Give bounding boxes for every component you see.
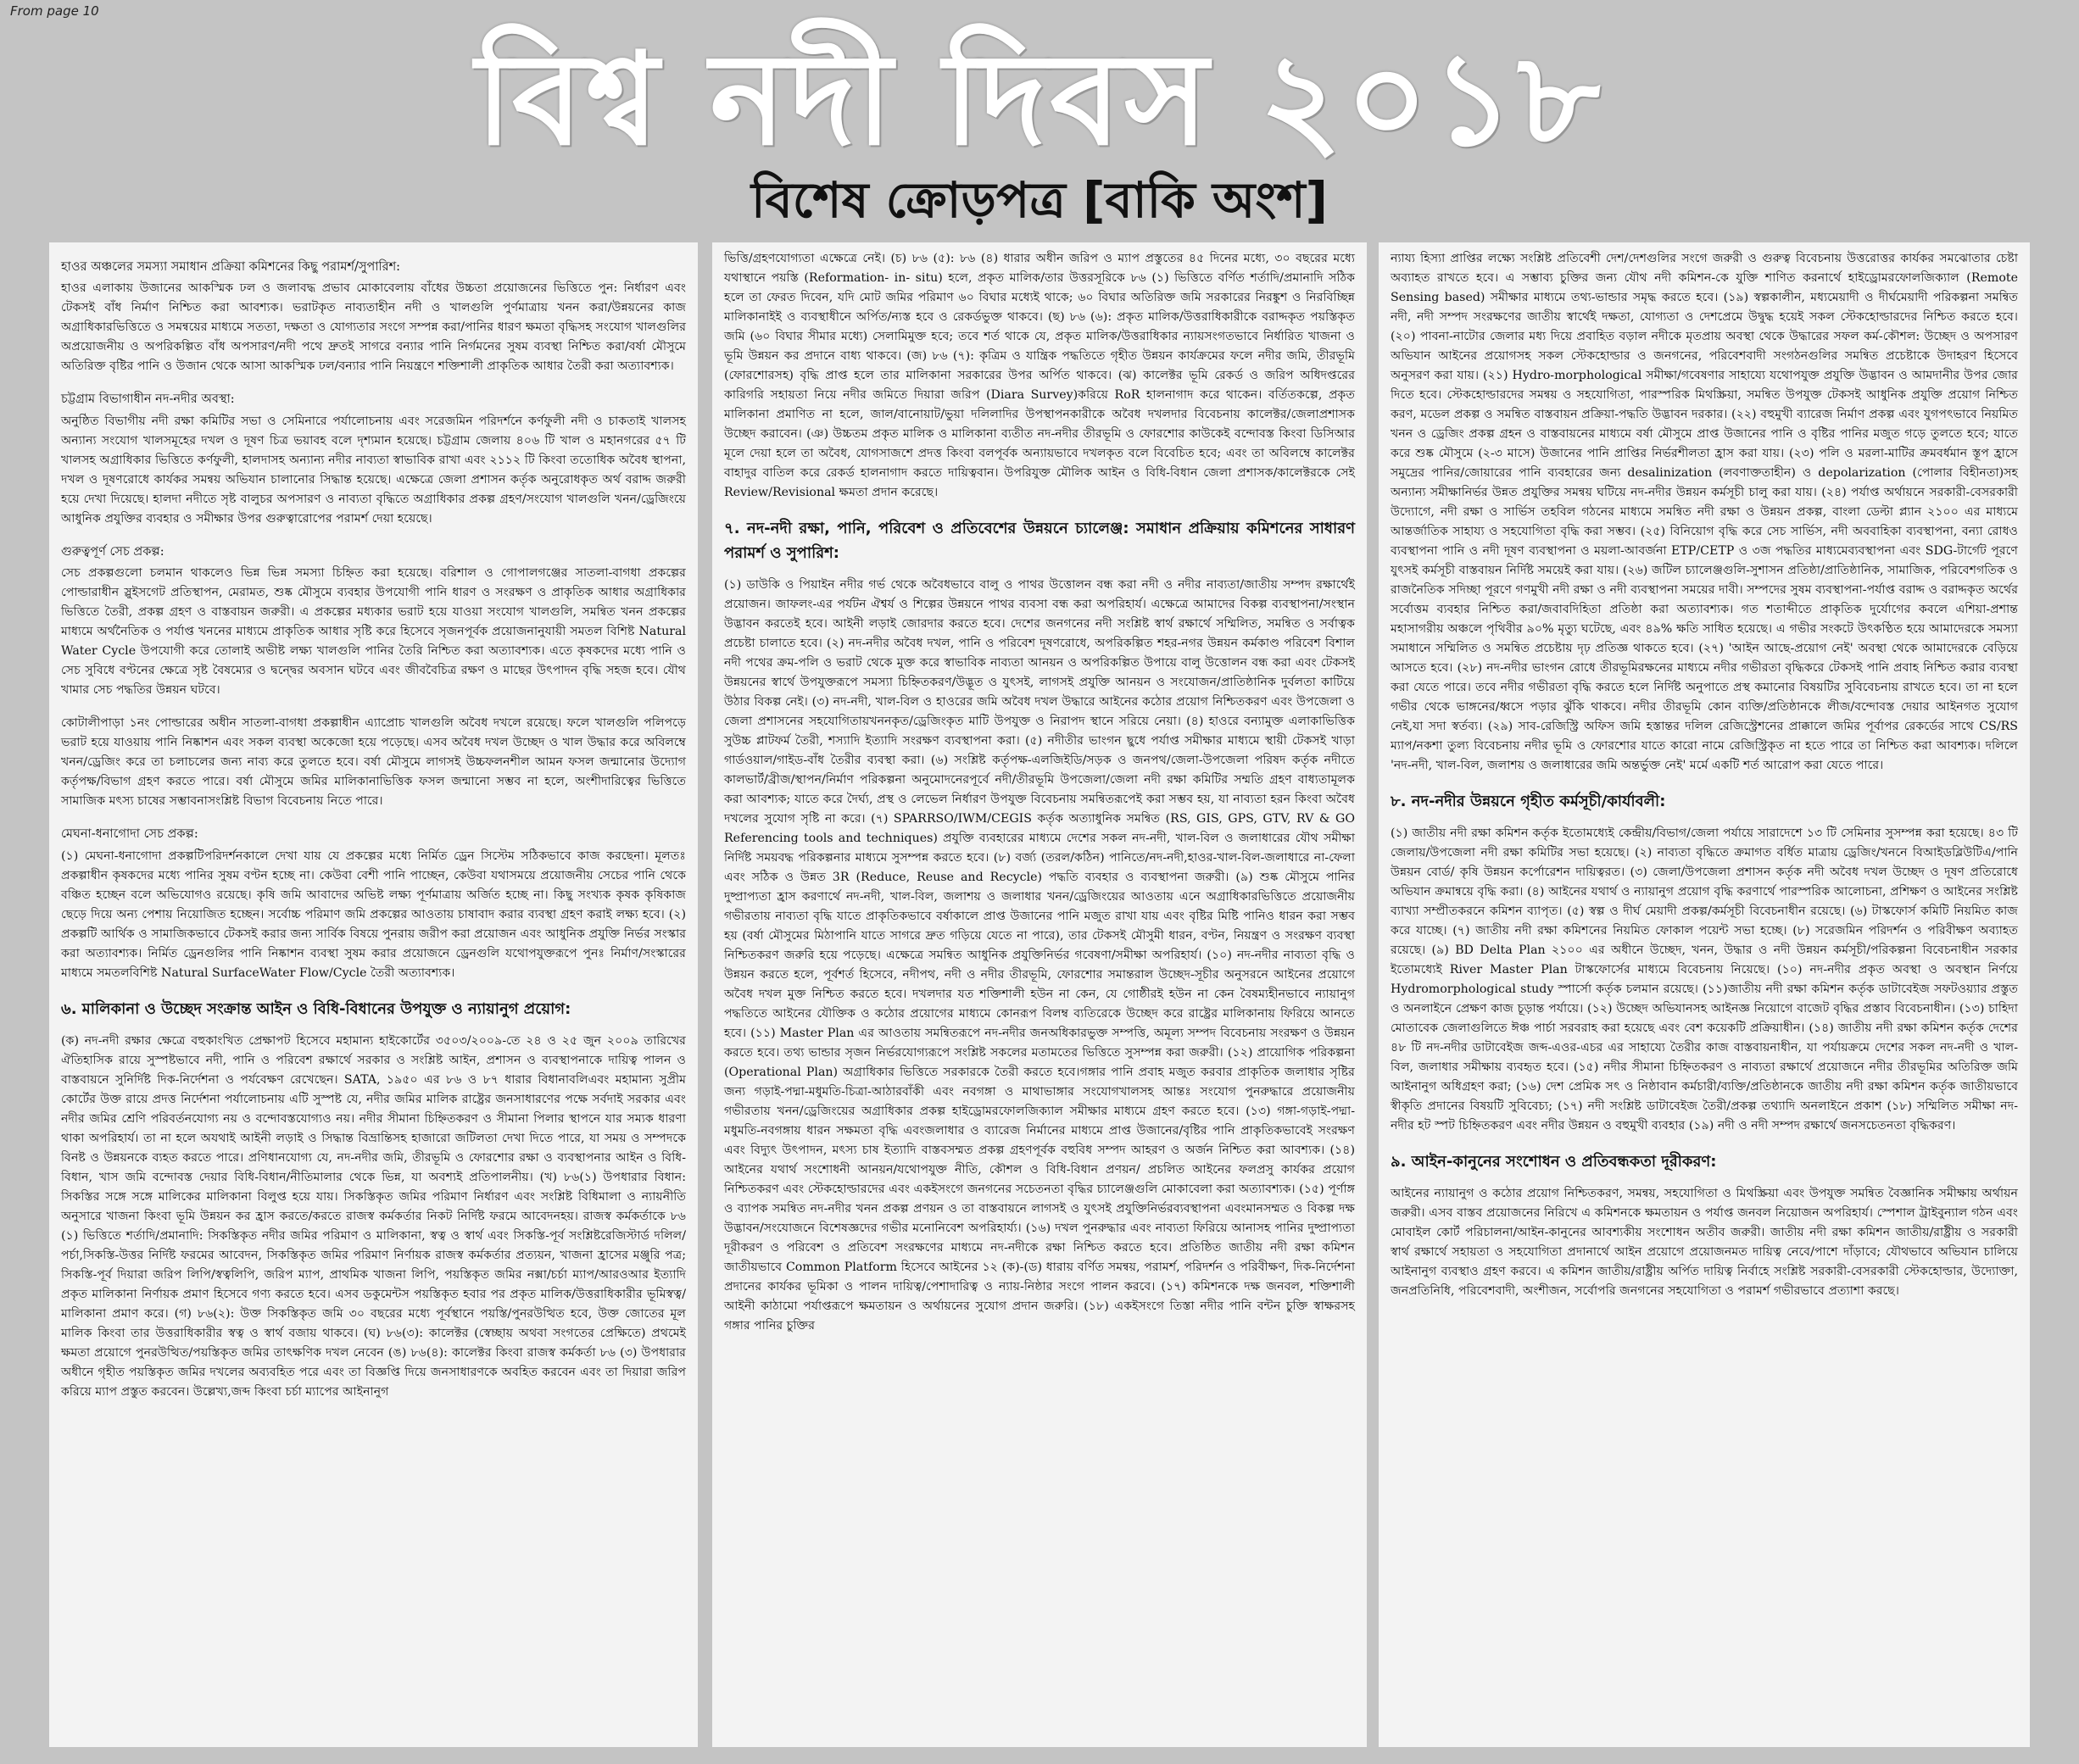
section-heading: মেঘনা-ধনাগোদা সেচ প্রকল্প: — [61, 827, 198, 842]
paragraph: কোটালীপাড়া ১নং পোল্ডারের অধীন সাতলা-বাগধা প্রকল্পাধীন এ্যাপ্রোচ খালগুলি অবৈধ দখলে রয়েছে। ফলে খালগুলি পলিপড়ে ভরাট হয়ে যাওয়ায় পানি নিষ্কাশন এবং সকল ব্যবস্থা অকেজো হয়ে পড়েছে। এসব অবৈধ দখল উচ্ছেদ ও খাল উদ্ধার করে অবিলম্বে খনন/ড্রেজিং করে তা চলাচলের জন্য নাব্য করে তুলতে হবে। বর্ষা মৌসুমে লাগসই উচ্চফলনশীল আমন ফসল জন্মানোর উদ্যোগ কর্তৃপক্ষ/বিভাগ গ্রহণ করতে পারে। বর্ষা মৌসুমে জমির মালিকানাভিত্তিক ফসল জন্মানো সম্ভব না হলে, অংশীদারিত্বের ভিত্তিতে সামাজিক মৎস্য চাষের সম্ভাবনাসংশ্লিষ্ট বিভাগ বিবেচনায় নিতে পারে। — [61, 716, 686, 809]
continuation-note: From page 10 — [10, 3, 99, 19]
section-heading-major: ৮. নদ-নদীর উন্নয়নে গৃহীত কর্মসূচী/কার্যাবলী: — [1391, 793, 1666, 810]
masthead — [0, 26, 2079, 174]
section-heading-major: ৯. আইন-কানুনের সংশোধন ও প্রতিবন্ধকতা দূরীকরণ: — [1391, 1153, 1717, 1171]
paragraph: আইনের ন্যায়ানুগ ও কঠোর প্রয়োগ নিশ্চিতকরণ, সমন্বয়, সহযোগিতা ও মিথস্ক্রিয়া এবং উপযুক্ত সমন্বিত বৈজ্ঞানিক সমীক্ষায় অর্থায়ন জরুরী। এসব বাস্তব প্রয়োজনের নিরিখে এ কমিশনকে ক্ষমতায়ন ও পর্যাপ্ত জনবল নিয়োজন অপরিহার্য। স্পেশাল ট্রাইবুন্যাল গঠন এবং মোবাইল কোর্ট পরিচালনা/আইন-কানুনের আবশ্যকীয় সংশোধন অতীব জরুরী। জাতীয় নদী রক্ষা কমিশন জাতীয়/রাষ্ট্রীয় ও সরকারী স্বার্থ রক্ষার্থে সহায়তা ও সহযোগিতা প্রদানার্থে আইন প্রয়োগে প্রয়োজনমত দায়িত্ব নেবে/পাশে দাঁড়াবে; যৌথভাবে অভিযান চালিয়ে আইনানুগ ব্যবস্থাও গ্রহণ করবে। এ কমিশন জাতীয়/রাষ্ট্রীয় অর্পিত দায়িত্ব নির্বাহে সংশ্লিষ্ট সরকারী-বেসরকারী স্টেকহোল্ডার, উদ্যোক্তা, জনপ্রতিনিধি, পরিবেশবাদী, অংশীজন, সর্বোপরি জনগনের সহযোগিতা ও পরামর্শ গভীরভাবে প্রত্যাশা করছে। — [1391, 1187, 2018, 1299]
page-title: বিশ্ব নদী দিবস ২০১৮ — [476, 26, 1603, 174]
paragraph: (ক) নদ-নদী রক্ষার ক্ষেত্রে বহুকাংখিত প্রেক্ষাপট হিসেবে মহামান্য হাইকোর্টের ৩৫০৩/২০০৯-তে ২৪ ও ২৫ জুন ২০০৯ তারিখের ঐতিহাসিক রায়ে সুস্পষ্টভাবে নদী, পানি ও পরিবেশ রক্ষার্থে সরকার ও সংশ্লিষ্ট আইন, প্রশাসন ও ব্যবস্থাপনাকে দায়িত্ব পালন ও বাস্তবায়নে সুনির্দিষ্ট দিক-নির্দেশনা ও পর্যবেক্ষণ রেখেছেন। SATA, ১৯৫০ এর ৮৬ ও ৮৭ ধারার বিধানাবলিএবং মহামান্য সুপ্রীম কোর্টের উক্ত রায়ে প্রদত্ত নির্দেশনা পর্যালোচনায় এটি সুস্পষ্ট যে, নদীর জমির মালিক রাষ্ট্রের জনসাধারণের পক্ষে সর্বদাই সরকার এবং নদীর জমির শ্রেণি পরিবর্তনযোগ্য নয় ও বন্দোবস্তযোগ্যও নয়। নদীর সীমানা চিহ্নিতকরণ ও সীমানা পিলার স্থাপনে যার সম্যক ধারণা থাকা অপরিহার্য। তা না হলে অযথাই আইনী লড়াই ও সিদ্ধান্ত বিভ্রান্তিসহ হাজারো জটিলতা দেখা দিতে পারে, যা সময় ও সম্পদকে বিনষ্ট ও উন্নয়নকে ব্যহত করতে পারে। প্রণিধানযোগ্য যে, নদ-নদীর জমি, তীরভূমি ও ফোরশোর রক্ষা ও ব্যবস্থাপনার আইন ও বিধি-বিধান, খাস জমি বন্দোবস্ত দেয়ার বিধি-বিধান/নীতিমালার থেকে ভিন্ন, যা অবশ্যই প্রতিপালনীয়। (খ) ৮৬(১) উপধারার বিধান: সিকস্তির সঙ্গে সঙ্গে মালিকের মালিকানা বিলুপ্ত হয়ে যায়। সিকস্তিকৃত জমির পরিমাণ নির্ধারণ এবং সংশ্লিষ্ট বিধিমালা ও ন্যায়নীতি অনুসারে খাজনা কিংবা ভূমি উন্নয়ন কর হ্রাস করতে/করতে রাজস্ব কর্মকর্তার নিকট নির্দিষ্ট ফরমে আবেদনহয়। রাজস্ব কর্মকর্তাকে ৮৬ (১) ভিত্তিতে শর্তাদি/প্রমানাদি: সিকস্তিকৃত নদীর জমির পরিমাণ ও মালিকানা, স্বত্ব ও স্বার্থ এবং সিকস্তি-পূর্ব সংশ্লিষ্টরেজিস্টার্ড দলিল/পর্চা,সিকস্তি-উত্তর নির্দিষ্ট ফরমের আবেদন, সিকস্তিকৃত জমির পরিমাণ নির্ণায়ক রাজস্ব কর্মকর্তার প্রত্যয়ন, খাজনা হ্রাসের মঞ্জুরি পত্র; সিকস্তি-পূর্ব দিয়ারা জরিপ লিপি/স্বত্বলিপি, জরিপ ম্যাপ, প্রাথমিক খাজনা লিপি, পয়স্তিকৃত জমির নক্সা/চর্চা ম্যাপ/আরওআর ইত্যাদি প্রকৃত মালিকানা নির্ণায়ক প্রমাণ হিসেবে গণ্য করতে হবে। এসব ডকুমেন্টস পয়স্তিকৃত হবার পর প্রকৃত মালিক/উত্তরাধিকারীর ভূমিস্বত্ব/মালিকানা প্রমাণ করে। (গ) ৮৬(২): উক্ত সিকস্তিকৃত জমি ৩০ বছরের মধ্যে পূর্বস্থানে পয়স্তি/পুনরউত্থিত হবে, উক্ত জোতের মূল মালিক কিংবা তার উত্তরাধিকারীর স্বত্ব ও স্বার্থ বজায় থাকবে। (ঘ) ৮৬(৩): কালেক্টর (স্বেচ্ছায় অথবা সংগতের প্রেক্ষিতে) প্রথমেই ক্ষমতা প্রয়োগে পুনরউত্থিত/পয়স্তিকৃত জমির তাৎক্ষণিক দখল নেবেন (ঙ) ৮৬(৪): কালেক্টর কিংবা রাজস্ব কর্মকর্তা ৮৬ (৩) উপধারার অধীনে গৃহীত পয়স্তিকৃত জমির দখলের অব্যবহিত পরে এবং তা বিজ্ঞপ্তি দিয়ে জনসাধারণকে অবহিত করবেন এবং তা দিয়ারা জরিপ করিয়ে ম্যাপ প্রস্তুত করবেন। উল্লেখ্য,জব্দ কিংবা চর্চা ম্যাপের আইনানুগ — [61, 1034, 686, 1400]
section-heading-major: ৭. নদ-নদী রক্ষা, পানি, পরিবেশ ও প্রতিবেশের উন্নয়নে চ্যালেঞ্জ: সমাধান প্রক্রিয়ায় কমিশনের সাধারণ পরামর্শ ও সুপারিশ: — [724, 520, 1355, 563]
article-column-3 — [1379, 242, 2030, 1747]
paragraph: (১) ডাউকি ও পিয়াইন নদীর গর্ভ থেকে অবৈধভাবে বালু ও পাথর উত্তোলন বন্ধ করা নদী ও নদীর নাব্যতা/জাতীয় সম্পদ রক্ষার্থেই প্রয়োজন। জাফলং-এর পর্যটন ঐশ্বর্য ও শিল্পের উন্নয়নে পাথর ব্যবসা বন্ধ করা অপরিহার্য। এক্ষেত্রে আমাদের বিকল্প ব্যবস্থাপনা/সংস্থান উদ্ভাবন করতেই হবে। আইনী লড়াই জোরদার করতে হবে। দেশের জনগনের নদী সংশ্লিষ্ট স্বার্থ রক্ষার্থে সম্মিলিত, সমন্বিত ও সর্বাত্বক প্রচেষ্টা চালাতে হবে। (২) নদ-নদীর অবৈধ দখল, পানি ও পরিবেশ দূষণরোধে, অপরিকল্পিত শহর-নগর উন্নয়ন কর্মকাণ্ড পরিবেশ বিশাল নদী পথের ক্রম-পলি ও ভরাট থেকে মুক্ত করে স্বাভাবিক নাব্যতা আনয়ন ও অপরিকল্পিত উপায়ে বালু উত্তোলন বন্ধ করা এবং টেকসই উন্নয়নের স্বার্থে উপযুক্তরূপে সমস্যা চিহ্নিতকরণ/উদ্ভূত ও যুৎসই, লাগসই প্রযুক্তি আনয়ন ও সংযোজন/প্রাতিষ্ঠানিক দুর্বলতা কাটিয়ে উঠার বিকল্প নেই। (৩) নদ-নদী, খাল-বিল ও হাওরের জমি অবৈধ দখল উদ্ধারে আইনের কঠোর প্রয়োগ নিশ্চিতকরণ এবং উপজেলা ও জেলা প্রশাসনের সহযোগিতায়খননকৃত/ড্রেজিংকৃত মাটি উপযুক্ত ও নিরাপদ স্থানে সরিয়ে নেয়া। (৪) হাওরে বন্যামুক্ত এলাকাভিত্তিক সুউচ্চ প্লাটফর্ম তৈরী, শস্যাদি ইত্যাদি সংরক্ষণ ব্যবস্থাপনা করা। (৫) নদীতীর ভাংগন ছুধে পর্যাপ্ত সমীক্ষার মাধ্যমে স্থায়ী টেকসই খাড়া গার্ডওয়াল/গাইড-বাঁধ তৈরীর ব্যবস্থা করা। (৬) সংশ্লিষ্ট কর্তৃপক্ষ-এলজিইডি/সড়ক ও জনপথ/জেলা-উপজেলা পরিষদ কর্তৃক নদীতে কালভার্ট/ব্রীজ/স্থাপন/নির্মাণ পরিকল্পনা অনুমোদনেরপূর্বে নদী/তীরভূমি উপজেলা/জেলা নদী রক্ষা কমিটির সম্মতি গ্রহণ বাধ্যতামূলক করা আবশ্যক; যাতে করে দৈর্ঘ্য, প্রস্থ ও লেভেল নির্ধারণ উপযুক্ত বিবেচনায় সমন্বিতরূপেই করা সম্ভব হয়, যা নাব্যতা হরন কিংবা অবৈধ দখলের সুযোগ সৃষ্টি না করে। (৭) SPARRSO/IWM/CEGIS কর্তৃক অত্যাধুনিক সমন্বিত (RS, GIS, GPS, GTV, RV & GO Referencing tools and techniques) প্রযুক্তি ব্যবহারের মাধ্যমে দেশের সকল নদ-নদী, খাল-বিল ও জলাধারের যৌথ সমীক্ষা নির্দিষ্ট সময়বদ্ধ পরিকল্পনার মাধ্যমে সুসম্পন্ন করতে হবে। (৮) বর্জ্য (তরল/কঠিন) পানিতে/নদ-নদী,হাওর-খাল-বিল-জলাধারে না-ফেলা এবং সঠিক ও উন্নত 3R (Reduce, Reuse and Recycle) পদ্ধতি ব্যবহার ও ব্যবস্থাপনা জরুরী। (৯) শুষ্ক মৌসুমে পানির দুষ্প্রাপ্যতা হ্রাস করণার্থে নদ-নদী, খাল-বিল, জলাশয় ও জলাধার খনন/ড্রেজিংয়ের আওতায় এনে অগ্রাধিকারভিত্তিতে প্রয়োজনীয় গভীরতায় নাব্যতা বৃদ্ধি যাতে প্রাকৃতিকভাবে বর্ষাকালে প্রাপ্ত উজানের পানি মজুত রাখা যায় এবং বৃষ্টির মিষ্টি পানিও ধারন করা সম্ভব হয় (বর্ষা মৌসুমের মিঠাপানি যাতে সাগরে দ্রুত গড়িয়ে যেতে না পারে), তার টেকসই মৌসুমী ধারন, বণ্টন, নিয়ন্ত্রণ ও সংরক্ষণ ব্যবস্থা নিশ্চিতকরণ জরুরি হয়ে পড়েছে। এক্ষেত্রে সমন্বিত আধুনিক প্রযুক্তিনির্ভর গবেষণা/সমীক্ষা অপরিহার্য। (১০) নদ-নদীর নাব্যতা বৃদ্ধি ও উন্নয়ন করতে হলে, পূর্বশর্ত হিসেবে, নদীপথ, নদী ও নদীর তীরভূমি, ফোরশোর সমান্তরাল উচ্ছেদ-সূচীর অনুসরনে আইনের প্রয়োগে অবৈধ দখল মুক্ত নিশ্চিত করতে হবে। দখলদার যত শক্তিশালী হউন না কেন, যে গোষ্ঠীরই হউন না কেন বৈষম্যহীনভাবে ন্যায়ানুগ পদ্ধতিতে আইনের যৌক্তিক ও কঠোর প্রয়োগের মাধ্যমে কোনরূপ বিলম্ব ব্যতিরেকে উচ্ছেদ করে রাষ্ট্রের মালিকানায় ফিরিয়ে আনতে হবে। (১১) Master Plan এর আওতায় সমন্বিতরূপে নদ-নদীর জনঅধিকারভুক্ত সম্পত্তি, অমূল্য সম্পদ বিবেচনায় সংরক্ষণ ও উন্নয়ন করতে হবে। তথ্য ভান্ডার সৃজন নির্ভরযোগ্যরূপে সংশ্লিষ্ট সকলের মতামতের ভিত্তিতে সুসম্পন্ন করা জরুরী। (১২) প্রায়োগিক পরিকল্পনা (Operational Plan) অগ্রাধিকার ভিত্তিতে সরকারকে তৈরী করতে হবে।গঙ্গার পানি প্রবাহ মজুত করবার প্রাকৃতিক জলাধার সৃষ্টির জন্য গড়াই-পদ্মা-মধুমতি-চিত্রা-আঠারবাঁকী এবং নবগঙ্গা ও মাথাভাঙ্গার সংযোগখালসহ আন্তঃ সংযোগ পুনরুদ্ধারে প্রয়োজনীয় গভীরতায় খনন/ড্রেজিংয়ের অগ্রাধিকার প্রকল্প হাইড্রোমরফোলজিক্যাল সমীক্ষার মাধ্যমে গ্রহণ করতে হবে। (১৩) গঙ্গা-গড়াই-পদ্মা-মধুমতি-নবগঙ্গায় ধারন সক্ষমতা বৃদ্ধি এবংজলাধার ও ব্যারেজ নির্মানের মাধ্যমে প্রাপ্ত উজানের/বৃষ্টির পানি প্রাকৃতিকভাবেই সংরক্ষণ এবং বিদ্যুৎ উৎপাদন, মৎস্য চাষ ইত্যাদি বাস্তবসম্মত প্রকল্প গ্রহণপূর্বক বহুবিধ সম্পদ আহরণ ও অর্জন নিশ্চিত করা আবশ্যক। (১৪) আইনের যথার্থ সংশোধনী আনয়ন/যথোপযুক্ত নীতি, কৌশল ও বিধি-বিধান প্রণয়ন/ প্রচলিত আইনের ফলপ্রসু কার্যকর প্রয়োগ নিশ্চিতকরণ এবং স্টেকহোল্ডারদের এবং একইসংগে জনগনের সচেতনতা বৃদ্ধির চ্যালেঞ্জগুলি মোকাবেলা করা অত্যাবশ্যক। (১৫) পূর্ণাঙ্গ ও ব্যাপক সমন্বিত নদ-নদীর খনন প্রকল্প প্রণয়ন ও তা বাস্তবায়নে লাগসই ও যুৎসই প্রযুক্তিনির্ভরব্যবস্থাপনা এবংমানসম্মত ও বিকল্প দক্ষ উদ্ভাবন/সংযোজনে বিশেষজ্ঞদের গভীর মনোনিবেশ অপরিহার্য্য। (১৬) দখল পুনরুদ্ধার এবং নাব্যতা ফিরিয়ে আনাসহ পানির দুষ্প্রাপ্যতা দূরীকরণ ও পরিবেশ ও প্রতিবেশ সংরক্ষণের মাধ্যমে নদ-নদীকে রক্ষা নিশ্চিত করতে হবে। প্রতিষ্ঠিত জাতীয় নদী রক্ষা কমিশন জাতীয়ভাবে Common Platform হিসেবে আইনের ১২ (ক)-(ড) ধারায় বর্ণিত সমন্বয়, পরামর্শ, পরিদর্শন ও পরিবীক্ষণ, দিক-নির্দেশনা প্রদানের কার্যকর ভূমিকা ও পালন দায়িত্ব/পেশাদারিত্ব ও ন্যায়-নিষ্ঠার সংগে পালন করবে। (১৭) কমিশনকে দক্ষ জনবল, শক্তিশালী আইনী কাঠামো পর্যাপ্তরূপে ক্ষমতায়ন ও অর্থায়নের সুযোগ প্রদান জরুরি। (১৮) একইসংগে তিস্তা নদীর পানি বন্টন চুক্তি স্বাক্ষরসহ গঙ্গার পানির চুক্তির — [724, 578, 1355, 1333]
paragraph: সেচ প্রকল্পগুলো চলমান থাকলেও ভিন্ন ভিন্ন সমস্যা চিহ্নিত করা হয়েছে। বরিশাল ও গোপালগঞ্জের সাতলা-বাগধা প্রকল্পের পোল্ডারাধীন স্লুইসগেট প্রতিস্থাপন, মেরামত, শুষ্ক মৌসুমে ব্যবহার উপযোগী পানি ধারণ ও সংরক্ষণ ও প্রাকৃতিক আধার অগ্রাধিকার ভিত্তিতে তৈরী, প্রকল্প গ্রহণ ও বাস্তবায়ন জরুরী। এ প্রকল্পের মধ্যকার ভরাট হয়ে যাওয়া সংযোগ খালগুলি, সমন্বিত খনন প্রকল্পের মাধ্যমে অর্থনৈতিক ও পর্যাপ্ত খননের মাধ্যমে প্রাকৃতিক আধার সৃষ্টি করে হিসেবে সৃজনপূর্বক প্রয়োজনানুযায়ী সমতল বিশিষ্ট Natural Water Cycle উপযোগী করে তোলাই অভীষ্ট লক্ষ্য খালগুলি পানির তৈরি নিশ্চিত করা অত্যাবশ্যক। এতে কৃষকদের মধ্যে পানি ও সেচ সুবিধে বণ্টনের ক্ষেত্রে সৃষ্ট বৈষম্যের ও দ্বন্দ্বের অবসান ঘটবে এবং জীববৈচিত্র রক্ষণ ও মাছের উৎপাদন বৃদ্ধি সহজ হবে। যৌথ খামার সেচ পদ্ধতির উন্নয়ন ঘটবে। — [61, 566, 686, 698]
page-subtitle: বিশেষ ক্রোড়পত্র [বাকি অংশ] — [750, 171, 1329, 229]
section-heading: গুরুত্বপূর্ণ সেচ প্রকল্প: — [61, 544, 164, 559]
paragraph: ভিত্তি/গ্রহণযোগ্যতা এক্ষেত্রে নেই। (চ) ৮৬ (৫): ৮৬ (৪) ধারার অধীন জরিপ ও ম্যাপ প্রস্তুতের ৪৫ দিনের মধ্যে, ৩০ বছরের মধ্যে যথাস্থানে পয়স্তি (Reformation- in- situ) হলে, প্রকৃত মালিক/তার উত্তরসূরিকে ৮৬ (১) ভিত্তিতে বর্ণিত শর্তাদি/প্রমানাদি সঠিক হলে তা ফেরত দিবেন, যদি মোট জমির পরিমাণ ৬০ বিঘার মধ্যেই থাকে; ৬০ বিঘার অতিরিক্ত জমি সরকারের নিরঙ্কুশ ও নিরবিচ্ছিন্ন মালিকানাইই ও ব্যবস্থাধীনে অর্পিত/ন্যস্ত হবে ও রেকর্ডভুক্ত থাকবে। (ছ) ৮৬ (৬): প্রকৃত মালিক/উত্তরাধিকারীকে বরাদ্দকৃত পয়স্তিকৃত জমি (৬০ বিঘার সীমার মধ্যে) সেলামিমুক্ত হবে; তবে শর্ত থাকে যে, প্রকৃত মালিক/উত্তরাধিকার ন্যায়সংগতভাবে নির্ধারিত খাজনা ও ভূমি উন্নয়ন কর প্রদানে বাধ্য থাকবে। (জ) ৮৬ (৭): কৃত্রিম ও যান্ত্রিক পদ্ধতিতে গৃহীত উন্নয়ন কার্যক্রমের ফলে নদীর জমি, তীরভূমি (ফোরশোরসহ) বৃদ্ধি প্রাপ্ত হলে তার মালিকানা সরকারের উপর অর্পিত থাকবে। (ঝ) কালেক্টর ভূমি রেকর্ড ও জরিপ অধিদপ্তরের কারিগরি সহায়তা নিয়ে নদীর জমিতে দিয়ারা জরিপ (Diara Survey)করিয়ে RoR হালনাগাদ করে থাকেন। বর্তিতকল্পে, প্রকৃত মালিকানা প্রমাণিত না হলে, জাল/বানোয়াট/ভুয়া দলিলাদির উপস্থাপনকারীকে অবৈধ দখলদার বিবেচনায় কালেক্টর/জেলাপ্রশাসক উচ্ছেদ করাবেন। (ঞ) উচ্চতম প্রকৃত মালিক ও মালিকানা ব্যতীত নদ-নদীর তীরভূমি ও ফোরশোর কাউকেই বন্দোবস্ত কিংবা ডিসিআর মূলে দেয়া হলে তা অবৈধ, যোগসাজশে প্রদত্ত কিংবা বলপূর্বক অন্যায়ভাবে দখলকৃত বলে বিবেচিত হবে; এবং তা অবিলম্বে কালেক্টর বাহাদুর বাতিল করে রেকর্ড হালনাগাদ করতে দায়িত্ববান। উপরিযুক্ত মৌলিক আইন ও বিধি-বিধান জেলা প্রশাসক/কালেক্টরকে সেই Review/Revisional ক্ষমতা প্রদান করেছে। — [724, 252, 1355, 499]
article-column-2 — [712, 242, 1367, 1747]
section-heading: চট্টগ্রাম বিভাগাধীন নদ-নদীর অবস্থা: — [61, 392, 235, 407]
paragraph: (১) জাতীয় নদী রক্ষা কমিশন কর্তৃক ইতোমধ্যেই কেন্দ্রীয়/বিভাগ/জেলা পর্যায়ে সারাদেশে ১৩ টি সেমিনার সুসম্পন্ন করা হয়েছে। ৪৩ টি জেলায়/উপজেলা নদী রক্ষা কমিটির সভা হয়েছে। (২) নাব্যতা বৃদ্ধিতে ক্রমাগত বর্ধিত মাত্রায় ড্রেজিং/খননে বিআইডব্লিউটিএ/পানি উন্নয়ন বোর্ড/ কৃষি উন্নয়ন কর্পোরেশন দায়িত্বরত। (৩) জেলা/উপজেলা প্রশাসন কর্তৃক নদী অবৈধ দখল উচ্ছেদ ও দূষণ প্রতিরোধে অভিযান ক্রমান্বয়ে বৃদ্ধি করা। (৪) আইনের যথার্থ ও ন্যায়ানুগ প্রয়োগ বৃদ্ধি করণার্থে পারস্পরিক আলোচনা, প্রশিক্ষণ ও আইনের সংশ্লিষ্ট ব্যাখ্যা সম্প্রীতকরনে কমিশন ব্যাপৃত। (৫) স্বল্প ও দীর্ঘ মেয়াদী প্রকল্প/কর্মসূচী বিবেচনাধীন রয়েছে। (৬) টাস্কফোর্স কমিটি নিয়মিত কাজ করে যাচ্ছে। (৭) জাতীয় নদী রক্ষা কমিশনের নিয়মিত ফোকাল পয়েন্ট সভা হচ্ছে। (৮) সরেজমিন পরিদর্শন ও পরিবীক্ষণ অব্যাহত রয়েছে। (৯) BD Delta Plan ২১০০ এর অধীনে উচ্ছেদ, খনন, উদ্ধার ও নদী উন্নয়ন কর্মসূচী/পরিকল্পনা বিবেচনাধীন সরকার ইতোমধ্যেই River Master Plan টাস্কফোর্সের মাধ্যমে বিবেচনায় নিয়েছে। (১০) নদ-নদীর প্রকৃত অবস্থা ও অবস্থান নির্ণয়ে Hydromorphological study স্পার্সো কর্তৃক চলমান রয়েছে। (১১)জাতীয় নদী রক্ষা কমিশন কর্তৃক ডাটাবেইজ সফটওয়্যার প্রস্তুত ও অনলাইনে প্রেক্ষণ কাজ চূড়ান্ত পর্যায়ে। (১২) উচ্ছেদ অভিযানসহ আইনজ্ঞ নিয়োগে বাজেট বৃদ্ধির প্রস্তাব বিবেচনাধীন। (১৩) চাহিদা মোতাবেক জেলাগুলিতে ঈঞ্চ পার্চা সরবরাহ করা হয়েছে এবং বেশ কয়েকটি প্রক্রিয়াধীন। (১৪) জাতীয় নদী রক্ষা কমিশন কর্তৃক দেশের ৪৮ টি নদ-নদীর ডাটাবেইজ জব্দ-এওর-এচর এর সাহায্যে তৈরীর কাজ বাস্তবায়নাধীন, যা পর্যায়ক্রমে দেশের সকল নদ-নদী ও খাল-বিল, জলাধার সমীক্ষায় ব্যবহৃত হবে। (১৫) নদীর সীমানা চিহ্নিতকরণ ও নাব্যতা রক্ষার্থে প্রয়োজনে নদীর তীরভূমির অতিরিক্ত জমি আইনানুগ অধিগ্রহণ করা; (১৬) দেশ প্রেমিক সৎ ও নিষ্ঠাবান কর্মচারী/ব্যক্তি/প্রতিষ্ঠানকে জাতীয় নদী রক্ষা কমিশন কর্তৃক জাতীয়ভাবে স্বীকৃতি প্রদানের বিষয়টি সুবিবেচ্য; (১৭) নদী সংশ্লিষ্ট ডাটাবেইজ তৈরী/প্রকল্প তথ্যাদি অনলাইনে প্রকাশ (১৮) সম্মিলিত সমীক্ষা নদ-নদীর হট স্পট চিহ্নিতকরণ এবং নদীর উন্নয়ন ও বহুমুখী ব্যবহার (১৯) নদী ও নদী সম্পদ রক্ষার্থে জনসচেতনতা বৃদ্ধিকরণ। — [1391, 826, 2018, 1133]
section-heading-major: ৬. মালিকানা ও উচ্ছেদ সংক্রান্ত আইন ও বিধি-বিধানের উপযুক্ত ও ন্যায়ানুগ প্রয়োগ: — [61, 999, 571, 1018]
paragraph: ন্যায্য হিস্যা প্রাপ্তির লক্ষ্যে সংশ্লিষ্ট প্রতিবেশী দেশ/দেশগুলির সংগে জরুরী ও গুরুত্ব বিবেচনায় উত্তরোত্তর কার্যকর সমঝোতার চেষ্টা অব্যাহত রাখতে হবে। এ সম্ভাব্য চুক্তির জন্য যৌথ নদী কমিশন-কে যুক্তি শাণিত করনার্থে হাইড্রোমরফোলজিক্যাল (Remote Sensing based) সমীক্ষার মাধ্যমে তথ্য-ভান্ডার সমৃদ্ধ করতে হবে। (১৯) স্বল্পকালীন, মধ্যমেয়াদী ও দীর্ঘমেয়াদী পরিকল্পনা সমন্বিত নদী, নদী সম্পদ সংরক্ষণের জাতীয় স্বার্থেই দক্ষতা, যোগ্যতা ও দেশপ্রেমে উদ্বুদ্ধ হয়েই সকল স্টেকহোল্ডারদের নিশ্চিত করতে হবে। (২০) পাবনা-নাটোর জেলার মধ্য দিয়ে প্রবাহিত বড়াল নদীকে মৃতপ্রায় অবস্থা থেকে উদ্ধারের সফল কর্ম-কৌশল: উচ্ছেদ ও অপসারণ অভিযান আইনের প্রয়োগসহ সকল স্টেকহোল্ডার ও জনগনের, পরিবেশবাদী সংগঠনগুলির সমন্বিত প্রচেষ্টাকে উদাহরণ হিসেবে অনুসরণ করা যায়। (২১) Hydro-morphological সমীক্ষা/গবেষণার সাহায্যে যথোপযুক্ত প্রযুক্তি উদ্ভাবন ও আমদানীর উপর জোর দিতে হবে। স্টেকহোল্ডারদের সমন্বয় ও সহযোগিতা, পারস্পরিক মিথস্ক্রিয়া, সমন্বিত উপযুক্ত টেকসই আধুনিক প্রযুক্তি প্রয়োগ নিশ্চিত করণ, মডেল প্রকল্প ও সমন্বিত বাস্তবায়ন প্রক্রিয়া-পদ্ধতি উদ্ভাবন দরকার। (২২) বহুমুখী ব্যারেজ নির্মাণ প্রকল্প এবং যুগপৎভাবে নিয়মিত খনন ও ড্রেজিং প্রকল্প গ্রহন ও বাস্তবায়নের মাধ্যমে বর্ষা মৌসুমে প্রাপ্ত উজানের পানি ও বৃষ্টির পানির মজুত গড়ে তুলতে হবে; যাতে করে শুষ্ক মৌসুমে (২-৩ মাসে) উজানের পানি প্রাপ্তির নির্ভরশীলতা হ্রাস করা যায়। (২৩) পলি ও মরলা-মাটির ক্রমবর্ধমান স্তূপ হ্রাসে সমুদ্রের পানির/জোয়ারের পানি ব্যবহারের জন্য desalinization (লবণাক্ততাহীন) ও depolarization (পোলার বিহীনতা)সহ অন্যান্য সমীক্ষানির্ভর উন্নত প্রযুক্তির সমন্বয় ঘটিয়ে নদ-নদীর উন্নয়ন কর্মসূচী চালু করা যায়। (২৪) পর্যাপ্ত অর্থায়নে সরকারী-বেসরকারী উদ্যোগে, নদী রক্ষা ও সার্ভিস তহবিল গঠনের মাধ্যমে সমন্বিত নদী রক্ষা ও উন্নয়ন প্রকল্প, বাংলা ডেল্টা প্ল্যান ২১০০ এর মাধ্যমে আন্তর্জাতিক সাহায্য ও সহযোগিতা বৃদ্ধি করা সম্ভব। (২৫) বিনিয়োগ বৃদ্ধি করে সেচ সার্ভিস, নদী অববাহিকা ব্যবস্থাপনা, বন্যা রোধও ব্যবস্থাপনা পানি ও নদী দূষণ ব্যবস্থাপনা ও ময়লা-আবর্জনা ETP/CETP ও ৩জ পদ্ধতির মাধ্যমেব্যবস্থাপনা এবং SDG-টার্গেট পূরণে যুৎসই কর্মসূচী বাস্তবায়ন নির্দিষ্ট সময়েই করা যায়। (২৬) জটিল চ্যালেঞ্জগুলি-সুশাসন প্রতিষ্ঠা/প্রাতিষ্ঠানিক, সামাজিক, পরিবেশগতিক ও রাজনৈতিক সদিচ্ছা পূরণে গণমুখী নদী রক্ষা ও নদী ব্যবস্থাপনা সময়ের দাবী। সম্পদের সুষম ব্যবস্থাপনা-পর্যাপ্ত বরাদ্দ ও বরাদ্দকৃত অর্থের সর্বোত্তম ব্যবহার নিশ্চিত করা/জবাবদিহিতা প্রতিষ্ঠা করা অত্যাবশ্যক। গত শতাব্দীতে প্রাকৃতিক দুর্যোগের কবলে এশিয়া-প্রশান্ত মহাসাগরীয় অঞ্চলে পৃথিবীর ৯০% মৃত্যু ঘটেছে, এবং ৪৯% ক্ষতি সাধিত হয়েছে। এ গভীর সংকটে উৎকণ্ঠিত হয়ে আমাদেরকে সমস্যা সমাধানে সম্মিলিত ও সমন্বিত প্রচেষ্টায় দৃঢ় প্রতিজ্ঞ থাকতে হবে। (২৭) 'আইন আছে-প্রয়োগ নেই' অবস্থা থেকে আমাদেরকে বেড়িয়ে আসতে হবে। (২৮) নদ-নদীর ভাংগন রোধে তীরভূমিরক্ষনের মাধ্যমে নদীর গভীরতা বৃদ্ধিকরে টেকসই পানি প্রবাহ নিশ্চিত করার ব্যবস্থা করা যেতে পারে। তবে নদীর গভীরতা বৃদ্ধি করতে হলে নির্দিষ্ট অনুপাতে প্রস্থ কমানোর বিষয়টির সুবিবেচনায় রাখতে হবে। তা না হলে গভীর থেকে ভাঙ্গনের/ধ্বসে পড়ার ঝুঁকি থাকবে। নদীর তীরভূমি কোন ব্যক্তি/প্রতিষ্ঠানকে লীজ/বন্দোবস্ত দেয়ার আইনগত সুযোগ নেই,যা সদা স্বর্তব্য। (২৯) সাব-রেজিস্ট্রি অফিস জমি হস্তান্তর দলিল রেজিস্ট্রেশনের প্রাক্কালে জমির পূর্বাপর রেকর্ডের সাথে CS/RS ম্যাপ/নকশা তুল্য বিবেচনায় নদীর ভূমি ও ফোরশোর যাতে কারো নামে রেজিস্ট্রিকৃত না হতে পারে তা নিশ্চিত করা আবশ্যক। দলিলে 'নদ-নদী, খাল-বিল, জলাশয় ও জলাধারের জমি অন্তর্ভুক্ত নেই' মর্মে একটি শর্ত আরোপ করা যেতে পারে। — [1391, 252, 2018, 772]
paragraph: হাওর এলাকায় উজানের আকস্মিক ঢল ও জলাবদ্ধ প্রভাব মোকাবেলায় বাঁধের উচ্চতা প্রয়োজনের ভিত্তিতে পুন: নির্ধারণ এবং টেকসই বাঁধ নির্মাণ নিশ্চিত করা আবশ্যক। ভরাটকৃত নাব্যতাহীন নদী ও খালগুলি পুর্ণমাত্রায় খনন করা/উন্নয়নের কাজ অগ্রাধিকারভিত্তিতে ও সমন্বয়ের মাধ্যমে সততা, দক্ষতা ও যোগ্যতার সংগে সম্পন্ন করা/পানির ধারণ ক্ষমতা বৃদ্ধিসহ সংযোগ খালগুলির অপ্রয়োজনীয় ও অপরিকল্পিত বাঁধ অপসারণ/নদী পথে দ্রুতই সাগরে বন্যার পানি নির্গমনের সুষম ব্যবস্থা নিশ্চিত করা/বর্ষা মৌসুমে অতিরিক্ত বৃষ্টির পানি ও উজান থেকে আসা আকস্মিক ঢল/বন্যার পানি নিয়ন্ত্রণে শক্তিশালী প্রাকৃতিক আধার তৈরী করা অত্যাবশ্যক। — [61, 281, 686, 374]
paragraph: অনুষ্ঠিত বিভাগীয় নদী রক্ষা কমিটির সভা ও সেমিনারে পর্যালোচনায় এবং সরেজমিন পরিদর্শনে কর্ণফুলী নদী ও চাকতাই খালসহ অন্যান্য সংযোগ খালসমূহের দখল ও দূষণ চিত্র ভয়াবহ বলে দৃশ্যমান হয়েছে। চট্টগ্রাম জেলায় ৪০৬ টি খাল ও মহানগরের ৫৭ টি খালসহ অগ্রাধিকার ভিত্তিতে কর্ণফুলী, হালদাসহ অন্যান্য নদীর নাব্যতা স্বাভাবিক রাখা এবং ২১১২ টি কিংবা ততোধিক অবৈধ স্থাপনা, দখল ও দূষণরোধে কার্যকর সমন্বয় অভিযান চালানোর সিদ্ধান্ত হয়েছে। এক্ষেত্রে জেলা প্রশাসন কর্তৃক অনুরোধকৃত অর্থ বরাদ্দ জরুরী হয়ে দেখা দিয়েছে। হালদা নদীতে সৃষ্ট বালুচর অপসারণ ও নাব্যতা বৃদ্ধিতে অগ্রাধিকার প্রকল্প গ্রহণ/সংযোগ খালগুলি খনন/ড্রেজিংয়ে আধুনিক প্রযুক্তির ব্যবহার ও সমীক্ষার উপর গুরুত্বারোপের পরামর্শ দেয়া হয়েছে। — [61, 414, 686, 526]
section-heading: হাওর অঞ্চলের সমস্যা সমাধান প্রক্রিয়া কমিশনের কিছু পরামর্শ/সুপারিশ: — [61, 260, 401, 274]
paragraph: (১) মেঘনা-ধনাগোদা প্রকল্পটিপরিদর্শনকালে দেখা যায় যে প্রকল্পের মধ্যে নির্মিত ড্রেন সিস্টেম সঠিকভাবে কাজ করছেনা। মূলতঃ প্রকল্পাধীন কৃষকদের মধ্যে পানির সুষম বণ্টন হচ্ছে না। কেউবা বেশী পানি পাচ্ছেন, কেউবা যথাসময়ে প্রয়োজনীয় সেচের পানি থেকে বঞ্চিত হচ্ছেন বলে অভিযোগও রয়েছে। কৃষি জমি আবাদের অভিষ্ট লক্ষ্য পূর্ণমাত্রায় অর্জিত হচ্ছে না। কিছু সংখ্যক কৃষক কৃষিকাজ ছেড়ে দিয়ে অন্য পেশায় নিয়োজিত হচ্ছেন। সর্বোচ্চ পরিমাণ জমি প্রকল্পের আওতায় চাষাবাদ করার ব্যবস্থা গ্রহণ করাই লক্ষ্য হবে। (২) প্রকল্পটি আর্থিক ও সামাজিকভাবে টেকসই করার জন্য সার্বিক বিষয়ে পুনরায় জরীপ করা প্রয়োজন এবং আধুনিক প্রযুক্তি নির্ভর সংস্কার করা অত্যাবশ্যক। নির্মিত ড্রেনগুলির পানি নিষ্কাশন ব্যবস্থা সুষম করার প্রয়োজনে ড্রেনগুলি যথোপযুক্তরূপে পুনঃ নির্মাণ/সংস্কারের মাধ্যমে সমতলবিশিষ্ট Natural SurfaceWater Flow/Cycle তৈরী অত্যাবশ্যক। — [61, 849, 686, 980]
article-column-1 — [49, 242, 698, 1747]
